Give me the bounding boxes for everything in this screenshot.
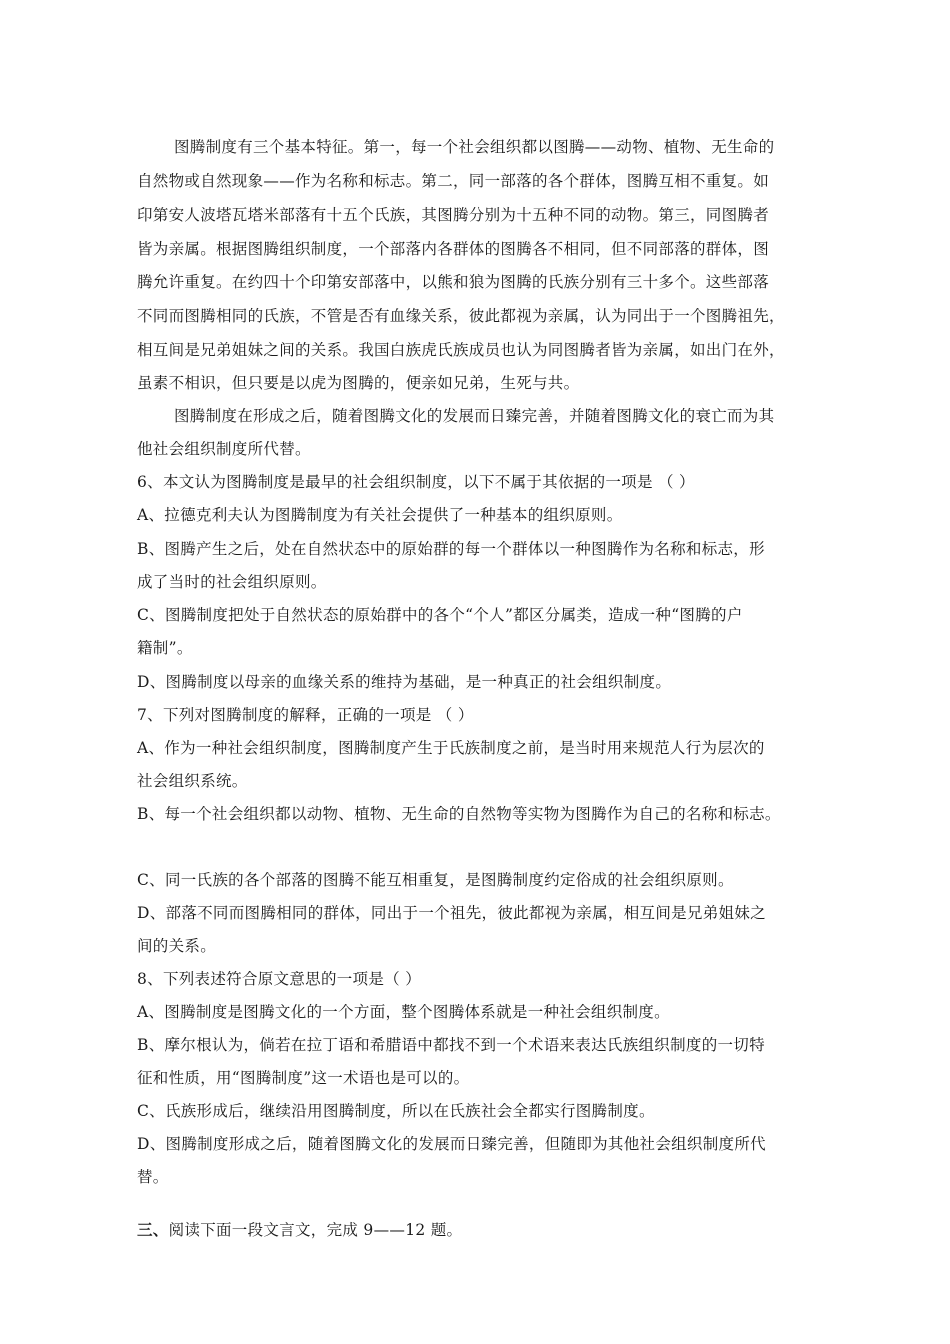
- option-c: C、氏族形成后，继续沿用图腾制度，所以在氏族社会全都实行图腾制度。: [137, 1102, 655, 1120]
- option-b-cont: 征和性质，用“图腾制度”这一术语也是可以的。: [137, 1069, 470, 1087]
- option-a: A、拉德克利夫认为图腾制度为有关社会提供了一种基本的组织原则。: [137, 506, 623, 524]
- question-stem: 6、本文认为图腾制度是最早的社会组织制度，以下不属于其依据的一项是 （ ）: [137, 473, 695, 491]
- option-d: D、图腾制度以母亲的血缘关系的维持为基础，是一种真正的社会组织制度。: [137, 673, 672, 691]
- question-stem: 8、下列表述符合原文意思的一项是（ ）: [137, 970, 421, 988]
- text-line: 皆为亲属。根据图腾组织制度，一个部落内各群体的图腾各不相同，但不同部落的群体，图: [137, 240, 770, 258]
- text-line: 图腾制度在形成之后，随着图腾文化的发展而日臻完善，并随着图腾文化的衰亡而为其: [174, 407, 775, 425]
- text-line: 他社会组织制度所代替。: [137, 440, 311, 458]
- option-a: A、作为一种社会组织制度，图腾制度产生于氏族制度之前，是当时用来规范人行为层次的: [137, 739, 765, 757]
- text-line: 相互间是兄弟姐妹之间的关系。我国白族虎氏族成员也认为同图腾者皆为亲属，如出门在外，: [137, 341, 785, 359]
- option-c: C、图腾制度把处于自然状态的原始群中的各个“个人”都区分属类，造成一种“图腾的户: [137, 606, 743, 624]
- option-b: B、图腾产生之后，处在自然状态中的原始群的每一个群体以一种图腾作为名称和标志，形: [137, 540, 765, 558]
- text-line: 虽素不相识，但只要是以虎为图腾的，便亲如兄弟，生死与共。: [137, 374, 580, 392]
- section-text: 阅读下面一段文言文，完成 9——12 题。: [168, 1221, 463, 1239]
- text-line: 自然物或自然现象——作为名称和标志。第二，同一部落的各个群体，图腾互相不重复。如: [137, 172, 770, 190]
- option-d: D、部落不同而图腾相同的群体，同出于一个祖先，彼此都视为亲属，相互间是兄弟姐妹之: [137, 904, 766, 922]
- option-a-cont: 社会组织系统。: [137, 772, 248, 790]
- option-b: B、摩尔根认为，倘若在拉丁语和希腊语中都找不到一个术语来表达氏族组织制度的一切特: [137, 1036, 765, 1054]
- option-d-cont: 间的关系。: [137, 937, 217, 955]
- text-line: 图腾制度有三个基本特征。第一，每一个社会组织都以图腾——动物、植物、无生命的: [174, 138, 775, 156]
- option-a: A、图腾制度是图腾文化的一个方面，整个图腾体系就是一种社会组织制度。: [137, 1003, 670, 1021]
- question-stem: 7、下列对图腾制度的解释，正确的一项是 （ ）: [137, 706, 474, 724]
- option-c-cont: 籍制”。: [137, 639, 193, 657]
- text-line: 不同而图腾相同的氏族，不管是否有血缘关系，彼此都视为亲属，认为同出于一个图腾祖先，: [137, 307, 785, 325]
- section-number: 三、: [137, 1220, 169, 1239]
- text-line: 印第安人波塔瓦塔米部落有十五个氏族，其图腾分别为十五种不同的动物。第三，同图腾者: [137, 206, 770, 224]
- option-b-cont: 成了当时的社会组织原则。: [137, 573, 327, 591]
- option-d: D、图腾制度形成之后，随着图腾文化的发展而日臻完善，但随即为其他社会组织制度所代: [137, 1135, 766, 1153]
- text-line: 腾允许重复。在约四十个印第安部落中，以熊和狼为图腾的氏族分别有三十多个。这些部落: [137, 273, 770, 291]
- section-heading: [137, 1220, 462, 1240]
- option-d-cont: 替。: [137, 1168, 169, 1186]
- option-c: C、同一氏族的各个部落的图腾不能互相重复，是图腾制度约定俗成的社会组织原则。: [137, 871, 734, 889]
- option-b: B、每一个社会组织都以动物、植物、无生命的自然物等实物为图腾作为自己的名称和标志。: [137, 805, 781, 823]
